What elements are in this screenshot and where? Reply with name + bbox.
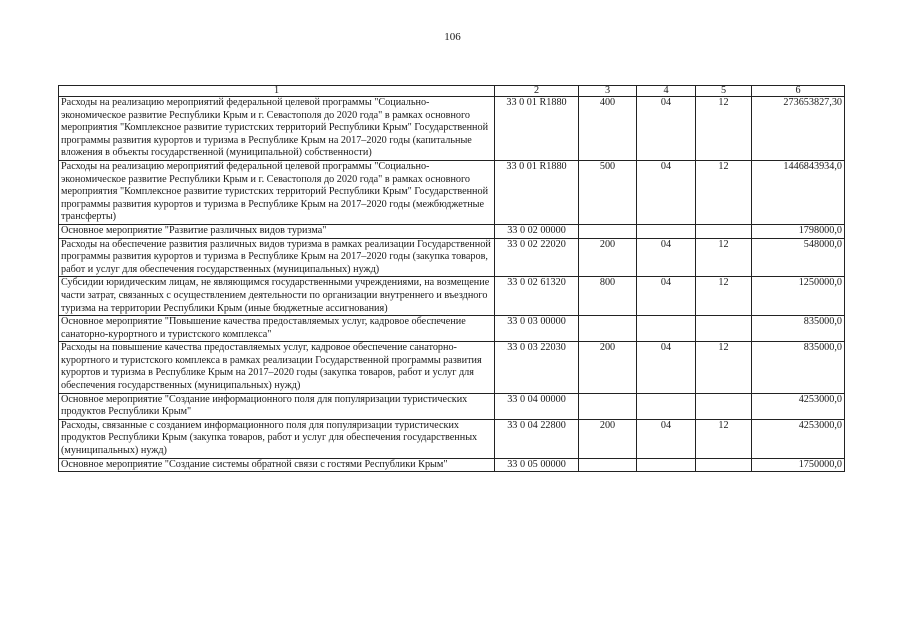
row-description: Основное мероприятие "Создание системы обратной связи с гостями Республики Крым": [59, 458, 495, 472]
row-subsection: [696, 316, 752, 342]
row-amount: 835000,0: [752, 316, 845, 342]
table-row: [59, 238, 845, 277]
table-row: [59, 419, 845, 458]
column-header: 3: [579, 86, 637, 97]
table-row: [59, 316, 845, 342]
table-row: [59, 97, 845, 161]
row-target-code: 33 0 04 00000: [495, 393, 579, 419]
column-header: 2: [495, 86, 579, 97]
row-expense-type: 200: [579, 419, 637, 458]
row-description: Основное мероприятие "Развитие различных видов туризма": [59, 224, 495, 238]
column-header: 5: [696, 86, 752, 97]
row-amount: 4253000,0: [752, 393, 845, 419]
row-target-code: 33 0 01 R1880: [495, 160, 579, 224]
row-target-code: 33 0 02 22020: [495, 238, 579, 277]
row-section: 04: [637, 160, 696, 224]
row-subsection: 12: [696, 277, 752, 316]
row-section: 04: [637, 419, 696, 458]
row-description: Расходы, связанные с созданием информационного поля для популяризации туристических продуктов Республики Крым (закупка товаров, работ и услуг для обеспечения государственных (муниципальных) нужд): [59, 419, 495, 458]
row-amount: 1446843934,0: [752, 160, 845, 224]
row-amount: 548000,0: [752, 238, 845, 277]
row-target-code: 33 0 04 22800: [495, 419, 579, 458]
row-description: Субсидии юридическим лицам, не являющимся государственными учреждениями, на возмещение части затрат, связанных с осуществлением деятельности по организации внутреннего и въездного туризма на территории Республики Крым (иные бюджетные ассигнования): [59, 277, 495, 316]
row-expense-type: 500: [579, 160, 637, 224]
row-expense-type: 800: [579, 277, 637, 316]
row-description: Основное мероприятие "Повышение качества предоставляемых услуг, кадровое обеспечение санаторно-курортного и туристского комплекса": [59, 316, 495, 342]
budget-table: [58, 85, 845, 472]
row-amount: 4253000,0: [752, 419, 845, 458]
row-expense-type: 400: [579, 97, 637, 161]
column-header: 1: [59, 86, 495, 97]
row-target-code: 33 0 03 22030: [495, 342, 579, 393]
row-target-code: 33 0 01 R1880: [495, 97, 579, 161]
row-subsection: 12: [696, 342, 752, 393]
row-target-code: 33 0 02 00000: [495, 224, 579, 238]
row-section: [637, 224, 696, 238]
table-row: [59, 393, 845, 419]
row-description: Расходы на реализацию мероприятий федеральной целевой программы "Социально-экономическое развитие Республики Крым и г. Севастополя до 2020 года" в рамках основного мероприятия "Комплексное развитие туристских территорий Республики Крым" Государственной программы развития курортов и туризма в Республике Крым на 2017–2020 годы (межбюджетные трансферты): [59, 160, 495, 224]
row-expense-type: 200: [579, 238, 637, 277]
row-amount: 1798000,0: [752, 224, 845, 238]
row-description: Расходы на повышение качества предоставляемых услуг, кадровое обеспечение санаторно-курортного и туристского комплекса в рамках реализации Государственной программы развития курортов и туризма в Республике Крым на 2017–2020 годы (закупка товаров, работ и услуг для обеспечения государственных (муниципальных) нужд): [59, 342, 495, 393]
column-header: 4: [637, 86, 696, 97]
row-subsection: 12: [696, 160, 752, 224]
table-row: [59, 458, 845, 472]
table-row: [59, 224, 845, 238]
row-expense-type: 200: [579, 342, 637, 393]
table-row: [59, 160, 845, 224]
row-section: [637, 458, 696, 472]
row-expense-type: [579, 224, 637, 238]
row-amount: 835000,0: [752, 342, 845, 393]
row-subsection: [696, 393, 752, 419]
row-section: [637, 316, 696, 342]
row-expense-type: [579, 393, 637, 419]
row-description: Расходы на реализацию мероприятий федеральной целевой программы "Социально-экономическое развитие Республики Крым и г. Севастополя до 2020 года" в рамках основного мероприятия "Комплексное развитие туристских территорий Республики Крым" Государственной программы развития курортов и туризма в Республике Крым на 2017–2020 годы (капитальные вложения в объекты государственной (муниципальной) собственности): [59, 97, 495, 161]
row-section: 04: [637, 277, 696, 316]
column-header: 6: [752, 86, 845, 97]
row-subsection: 12: [696, 419, 752, 458]
row-section: 04: [637, 97, 696, 161]
row-target-code: 33 0 03 00000: [495, 316, 579, 342]
row-subsection: 12: [696, 97, 752, 161]
page-number: 106: [444, 31, 461, 43]
row-expense-type: [579, 316, 637, 342]
table-header-row: [59, 86, 845, 97]
row-target-code: 33 0 02 61320: [495, 277, 579, 316]
row-subsection: 12: [696, 238, 752, 277]
row-target-code: 33 0 05 00000: [495, 458, 579, 472]
row-amount: 273653827,30: [752, 97, 845, 161]
row-description: Расходы на обеспечение развития различных видов туризма в рамках реализации Государственной программы развития курортов и туризма в Республике Крым на 2017–2020 годы (закупка товаров, работ и услуг для обеспечения государственных (муниципальных) нужд): [59, 238, 495, 277]
row-section: [637, 393, 696, 419]
row-subsection: [696, 224, 752, 238]
row-amount: 1750000,0: [752, 458, 845, 472]
row-section: 04: [637, 238, 696, 277]
row-section: 04: [637, 342, 696, 393]
table-row: [59, 277, 845, 316]
row-amount: 1250000,0: [752, 277, 845, 316]
table-row: [59, 342, 845, 393]
row-subsection: [696, 458, 752, 472]
row-expense-type: [579, 458, 637, 472]
row-description: Основное мероприятие "Создание информационного поля для популяризации туристических продуктов Республики Крым": [59, 393, 495, 419]
